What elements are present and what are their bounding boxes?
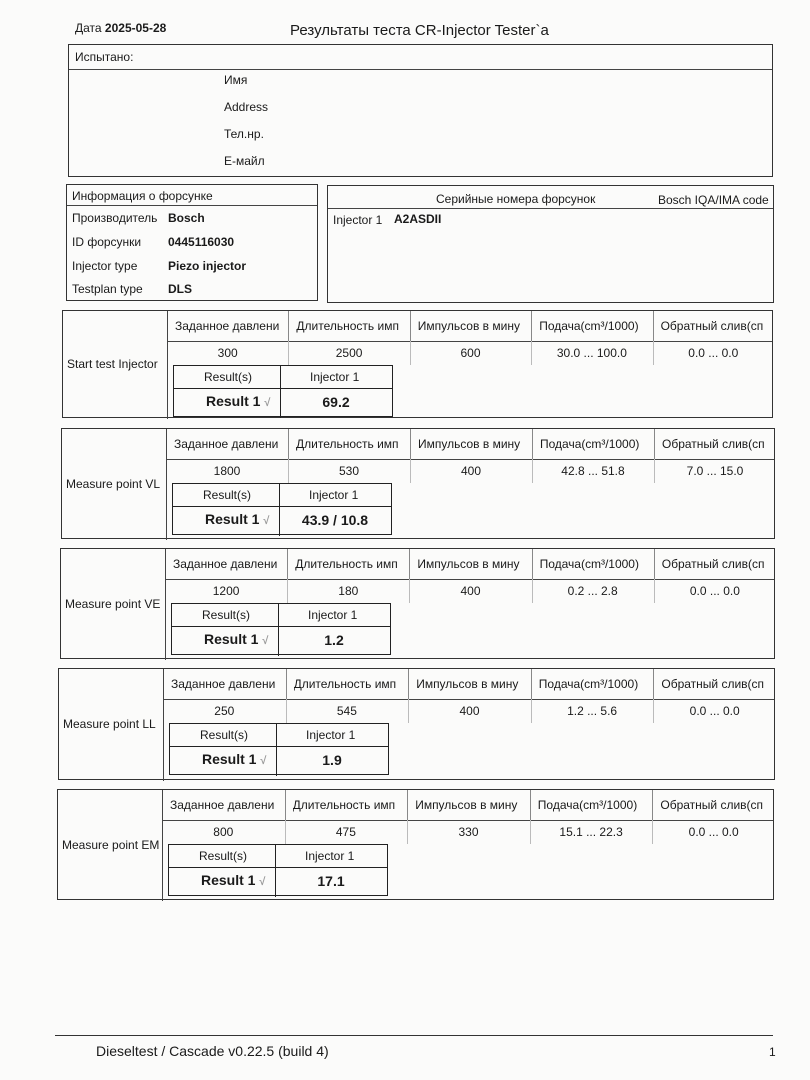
test-duration-value: 545 [336,704,357,718]
test-pulses-value: 330 [458,825,479,839]
column-header: Импульсов в мину [417,557,520,571]
tested-heading: Испытано: [75,50,134,64]
test-name: Measure point VE [65,596,161,611]
result-value: 1.2 [324,632,344,648]
tested-section [68,44,773,177]
result-label: Result 1 √ [205,511,270,527]
test-delivery-value: 1.2 ... 5.6 [567,704,618,718]
tested-email-label: E-майл [224,154,265,168]
column-header: Длительность имп [292,798,396,812]
result-label: Result 1 √ [204,631,269,647]
result-header-label: Result(s) [199,849,248,863]
result-table [168,844,388,896]
test-pressure-value: 300 [217,346,238,360]
test-delivery-value: 15.1 ... 22.3 [559,825,623,839]
column-header: Обратный слив(cп [661,677,765,691]
column-header: Подача(cm³/1000) [539,557,639,571]
column-header: Длительность имп [296,437,399,451]
test-backflow-value: 0.0 ... 0.0 [688,346,739,360]
test-delivery-value: 42.8 ... 51.8 [561,464,625,478]
column-header: Длительность имп [295,557,398,571]
test-name: Measure point LL [63,717,156,731]
result-table [173,365,393,417]
injector-info-section [66,184,318,301]
injector-type-label: Injector type [72,259,138,273]
test-pressure-value: 250 [214,704,235,718]
result-header-label: Result(s) [204,370,253,384]
test-block [62,310,773,418]
test-pressure-value: 1800 [213,464,241,478]
check-icon: √ [264,397,271,409]
testplan-type-label: Testplan type [72,282,143,296]
test-pulses-value: 600 [460,346,481,360]
tested-address-label: Address [224,100,269,114]
test-name: Measure point VL [66,476,161,491]
result-table [169,723,389,775]
column-header: Заданное давлени [171,677,276,691]
test-pulses-value: 400 [460,464,482,478]
result-header-injector: Injector 1 [309,488,359,502]
test-name: Start test Injector [67,357,158,371]
manufacturer-value: Bosch [168,211,205,225]
test-duration-value: 530 [338,464,360,478]
tested-phone-label: Тел.нр. [224,127,264,141]
column-header: Обратный слив(cп [662,437,765,451]
column-header: Импульсов в мину [418,437,521,451]
column-header: Подача(cm³/1000) [539,319,639,333]
test-block [61,428,775,539]
test-delivery-value: 0.2 ... 2.8 [567,584,618,598]
test-pressure-value: 800 [213,825,234,839]
date-label [75,21,166,35]
date-value: 2025-05-28 [104,21,167,35]
test-block [57,789,774,900]
injector-id-label: ID форсунки [72,235,142,249]
test-delivery-value: 30.0 ... 100.0 [556,346,627,360]
test-pulses-value: 400 [459,704,480,718]
column-header: Заданное давлени [170,798,275,812]
serial-injector-label: Injector 1 [333,213,383,227]
test-block [58,668,775,780]
result-header-injector: Injector 1 [306,728,356,742]
test-duration-value: 2500 [335,346,363,360]
test-backflow-value: 0.0 ... 0.0 [688,825,739,839]
result-header-injector: Injector 1 [310,370,360,384]
test-pulses-value: 400 [460,584,481,598]
date-label-text: Дата [75,21,102,35]
check-icon: √ [259,876,266,888]
column-header: Подача(cm³/1000) [537,798,638,812]
test-backflow-value: 7.0 ... 15.0 [686,464,744,478]
page-number: 1 [769,1045,776,1059]
column-header: Длительность имп [296,319,399,333]
column-header: Импульсов в мину [415,798,518,812]
test-block [60,548,775,659]
test-name: Measure point EM [62,837,160,852]
column-header: Длительность имп [293,677,397,691]
test-duration-value: 475 [335,825,356,839]
column-header: Подача(cm³/1000) [540,437,640,451]
column-header: Импульсов в мину [416,677,519,691]
result-label: Result 1 √ [206,393,271,409]
result-value: 43.9 / 10.8 [301,512,369,528]
result-value: 1.9 [322,752,342,768]
column-header: Импульсов в мину [417,319,520,333]
check-icon: √ [262,635,269,647]
manufacturer-label: Производитель [72,211,158,225]
test-duration-value: 180 [338,584,359,598]
result-table [172,483,392,535]
result-header-label: Result(s) [202,608,251,622]
result-header-label: Result(s) [203,488,252,502]
result-header-injector: Injector 1 [305,849,355,863]
page-title: Результаты теста CR-Injector Tester`a [290,22,549,39]
serial-injector-value: A2ASDII [394,212,442,226]
injector-type-value: Piezo injector [168,259,247,273]
result-label: Result 1 √ [202,751,267,767]
test-backflow-value: 0.0 ... 0.0 [689,584,740,598]
injector-info-heading: Информация о форсунке [72,189,213,203]
check-icon: √ [260,755,267,767]
footer-rule [55,1035,773,1036]
check-icon: √ [263,515,270,527]
result-header-label: Result(s) [200,728,249,742]
result-header-injector: Injector 1 [308,608,358,622]
column-header: Заданное давлени [174,437,279,451]
column-header: Обратный слив(cп [660,319,764,333]
result-label: Result 1 √ [201,872,266,888]
test-backflow-value: 0.0 ... 0.0 [689,704,740,718]
footer-software: Dieseltest / Cascade v0.22.5 (build 4) [96,1043,329,1059]
column-header: Обратный слив(cп [661,557,765,571]
iqa-code-heading: Bosch IQA/IMA code [658,193,769,207]
serials-heading: Серийные номера форсунок [436,192,596,206]
serials-section [327,185,774,303]
test-pressure-value: 1200 [212,584,240,598]
injector-id-value: 0445116030 [168,235,235,249]
testplan-type-value: DLS [168,282,192,296]
result-table [171,603,391,655]
column-header: Заданное давлени [175,319,280,333]
column-header: Заданное давлени [173,557,278,571]
result-value: 69.2 [322,394,350,410]
result-value: 17.1 [317,873,345,889]
column-header: Подача(cm³/1000) [538,677,639,691]
column-header: Обратный слив(cп [660,798,764,812]
tested-name-label: Имя [224,73,248,87]
